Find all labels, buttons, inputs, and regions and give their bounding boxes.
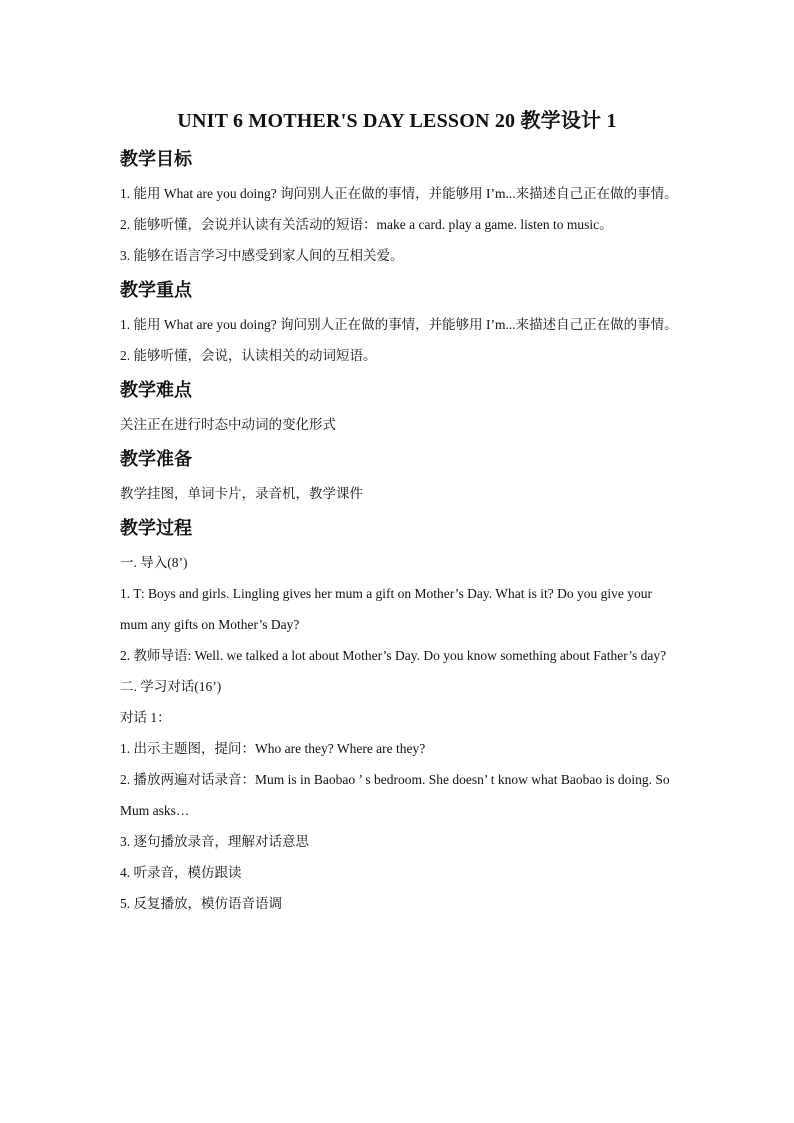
paragraph: 2. 能够听懂，会说并认读有关活动的短语：make a card. play a game. listen to music。 (120, 217, 613, 232)
section-heading: 教学重点 (120, 280, 192, 300)
paragraph: 一. 导入(8’) (120, 555, 188, 570)
paragraph: 3. 逐句播放录音，理解对话意思 (120, 834, 309, 849)
section-heading: 教学难点 (120, 380, 192, 400)
paragraph: 2. 播放两遍对话录音：Mum is in Baobao ’ s bedroom. She doesn’ t know what Baobao is doing. So Mum asks… (120, 772, 670, 818)
paragraph: 1. 能用 What are you doing? 询问别人正在做的事情，并能够用 I’m...来描述自己正在做的事情。 (120, 317, 678, 332)
paragraph: 2. 能够听懂，会说，认读相关的动词短语。 (120, 348, 377, 363)
paragraph: 二. 学习对话(16’) (120, 679, 222, 694)
paragraph: 1. 出示主题图，提问：Who are they? Where are they? (120, 741, 426, 756)
paragraph: 教学挂图，单词卡片，录音机，教学课件 (120, 486, 363, 501)
paragraph: 1. 能用 What are you doing? 询问别人正在做的事情，并能够用 I’m...来描述自己正在做的事情。 (120, 186, 678, 201)
document-title: UNIT 6 MOTHER'S DAY LESSON 20 教学设计 1 (177, 110, 617, 132)
section-difficulties (120, 377, 680, 440)
paragraph: 3. 能够在语言学习中感受到家人间的互相关爱。 (120, 248, 404, 263)
section-heading: 教学目标 (120, 149, 192, 169)
section-heading: 教学过程 (120, 518, 192, 538)
section-key-points (120, 277, 680, 371)
paragraph: 4. 听录音，模仿跟读 (120, 865, 242, 880)
paragraph: 5. 反复播放，模仿语音语调 (120, 896, 282, 911)
paragraph: 关注正在进行时态中动词的变化形式 (120, 417, 336, 432)
section-preparation (120, 446, 680, 509)
document-body (120, 146, 680, 919)
section-process (120, 515, 680, 919)
section-objectives (120, 146, 680, 271)
paragraph: 2. 教师导语: Well. we talked a lot about Mother’s Day. Do you know something about Father’s day? (120, 648, 667, 663)
section-heading: 教学准备 (120, 449, 192, 469)
paragraph: 1. T: Boys and girls. Lingling gives her mum a gift on Mother’s Day. What is it? Do you give your mum any gifts on Mother’s Day? (120, 586, 653, 632)
paragraph: 对话 1： (120, 710, 171, 725)
